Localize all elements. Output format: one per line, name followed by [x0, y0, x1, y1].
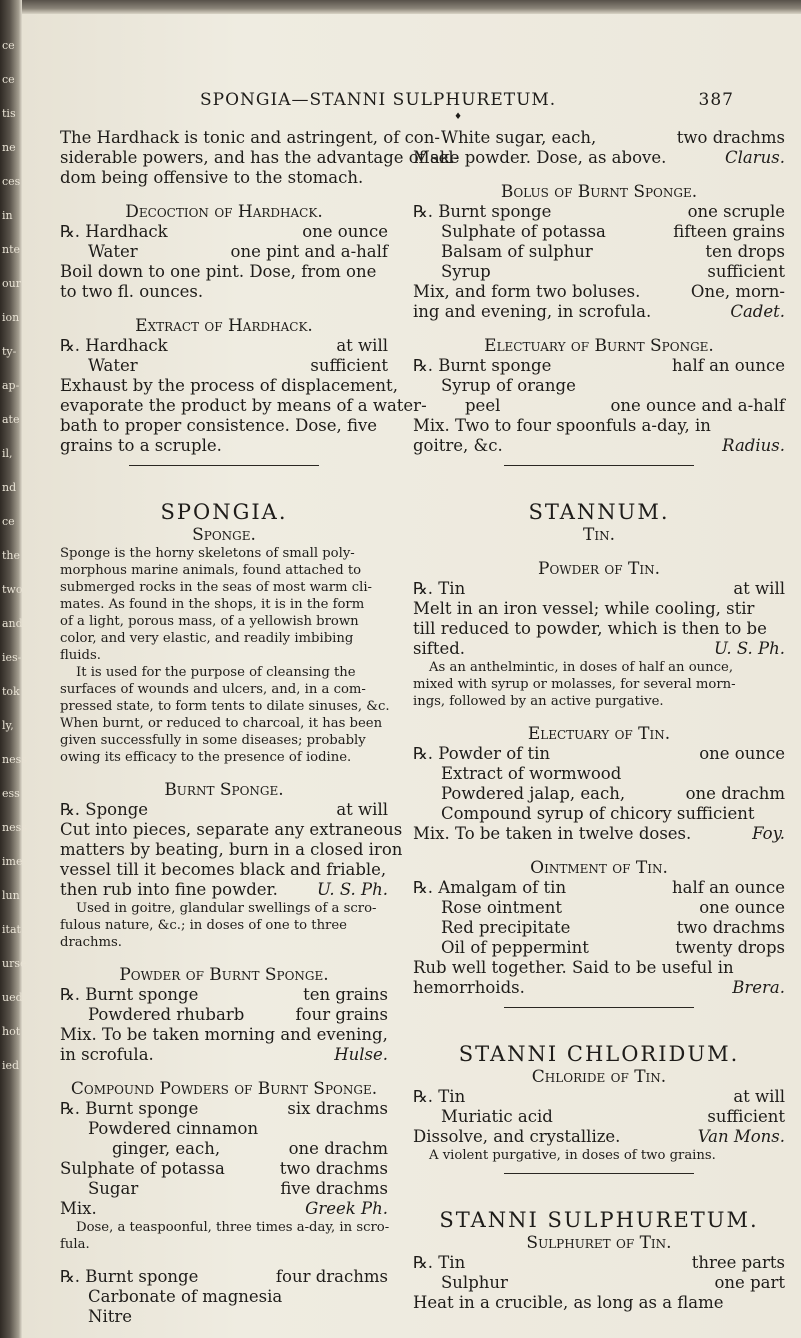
spacer	[413, 844, 785, 858]
note-line: drachms.	[60, 935, 122, 950]
instruction-line: Mix. Two to four spoonfuls a-day, in	[413, 416, 711, 435]
instruction-line: grains to a scruple.	[60, 436, 222, 455]
citation: Greek Ph.	[305, 1199, 388, 1218]
ingredient-line	[413, 1107, 785, 1127]
body-text-line: dom being offensive to the stomach.	[60, 168, 364, 187]
ingredient-line	[60, 1199, 388, 1219]
note-line: It is used for the purpose of cleansing the	[76, 665, 356, 680]
ingredient-name: Sulphur	[441, 1273, 508, 1292]
recipe-heading: Powder of Burnt Sponge.	[119, 965, 329, 985]
facing-page-fragment: ces	[2, 175, 21, 188]
recipe-heading: Extract of Hardhack.	[135, 316, 313, 336]
facing-page-fragment: ied	[2, 1059, 20, 1072]
note-line: When burnt, or reduced to charcoal, it has been	[60, 716, 383, 731]
ingredient-line	[60, 1287, 388, 1307]
facing-page-fragment: in	[2, 209, 13, 222]
ingredient-line	[60, 1045, 388, 1065]
recipe-heading: Chloride of Tin.	[531, 1067, 667, 1087]
recipe-heading: Burnt Sponge.	[164, 780, 284, 800]
instruction-line: evaporate the product by means of a water-	[60, 396, 427, 415]
ingredient-name: Water	[88, 242, 138, 261]
right-column	[413, 128, 785, 1328]
facing-page-fragment: ne	[2, 141, 16, 154]
spacer	[413, 168, 785, 182]
note-line: Sponge is the horny skeletons of small poly-	[60, 546, 355, 561]
note-line: mixed with syrup or molasses, for several morn-	[413, 677, 736, 692]
facing-page-fragment: ies-	[2, 651, 22, 664]
ingredient-line	[413, 978, 785, 998]
ingredient-name: Sulphate of potassa	[441, 222, 606, 241]
ingredient-name: Make powder. Dose, as above.	[413, 148, 667, 167]
quantity: six drachms	[287, 1099, 388, 1118]
spacer	[60, 766, 388, 780]
recipe-heading: Sulphuret of Tin.	[526, 1233, 672, 1253]
quantity: fifteen grains	[673, 222, 785, 241]
instruction-line: bath to proper consistence. Dose, five	[60, 416, 378, 435]
ingredient-name: ginger, each,	[112, 1139, 221, 1158]
ingredient-name: hemorrhoids.	[413, 978, 525, 997]
facing-page-fragment: il,	[2, 447, 13, 460]
ingredient-name: Compound syrup of chicory sufficient	[441, 804, 755, 823]
facing-page-fragment: two	[2, 583, 23, 596]
citation: Hulse.	[334, 1045, 388, 1064]
citation: Cadet.	[730, 302, 785, 321]
ingredient-line	[413, 898, 785, 918]
ingredient-name: Powdered rhubarb	[88, 1005, 245, 1024]
body-text-line: siderable powers, and has the advantage of sel-	[60, 148, 460, 167]
note-line: fluids.	[60, 648, 101, 663]
ingredient-line	[413, 824, 785, 844]
ingredient-line	[413, 396, 785, 416]
quantity: one pint and a-half	[230, 242, 388, 261]
ingredient-line	[413, 918, 785, 938]
spacer	[60, 1253, 388, 1267]
ingredient-line	[413, 639, 785, 659]
facing-page-fragment: lun	[2, 889, 20, 902]
ingredient-line	[60, 222, 388, 242]
ingredient-line	[413, 1127, 785, 1147]
recipe-heading: Ointment of Tin.	[530, 858, 668, 878]
ingredient-name: goitre, &c.	[413, 436, 503, 455]
citation: Radius.	[722, 436, 785, 455]
quantity: sufficient	[310, 356, 388, 375]
ingredient-name: Water	[88, 356, 138, 375]
facing-page-fragment: ly,	[2, 719, 14, 732]
ingredient-name: in scrofula.	[60, 1045, 154, 1064]
spacer	[60, 188, 388, 202]
spacer	[60, 475, 388, 499]
instruction-line: Rub well together. Said to be useful in	[413, 958, 734, 977]
ingredient-line	[413, 579, 785, 599]
ingredient-line	[413, 356, 785, 376]
facing-page-fragment: ate	[2, 413, 20, 426]
section-rule	[504, 465, 694, 466]
quantity: sufficient	[707, 262, 785, 281]
note-line: surfaces of wounds and ulcers, and, in a com-	[60, 682, 366, 697]
facing-page-fragment: our	[2, 277, 21, 290]
quantity: half an ounce	[672, 878, 785, 897]
instruction-line: Boil down to one pint. Dose, from one	[60, 262, 377, 281]
quantity: One, morn-	[690, 282, 785, 301]
ingredient-line	[413, 784, 785, 804]
quantity: four grains	[295, 1005, 388, 1024]
quantity: one part	[714, 1273, 785, 1292]
note-line: pressed state, to form tents to dilate sinuses, &c.	[60, 699, 390, 714]
ingredient-name: Balsam of sulphur	[441, 242, 593, 261]
quantity: ten drops	[705, 242, 785, 261]
ingredient-line	[413, 222, 785, 242]
ingredient-name: ℞. Sponge	[60, 800, 149, 819]
quantity: one drachm	[685, 784, 785, 803]
ingredient-line	[60, 1005, 388, 1025]
ingredient-line	[413, 202, 785, 222]
ingredient-line	[60, 880, 388, 900]
note-line: of a light, porous mass, of a yellowish brown	[60, 614, 359, 629]
ingredient-name: Mix. To be taken in twelve doses.	[413, 824, 692, 843]
ingredient-name: ℞. Burnt sponge	[413, 202, 552, 221]
note-line: mates. As found in the shops, it is in the form	[60, 597, 365, 612]
ingredient-name: peel	[465, 396, 501, 415]
citation: U. S. Ph.	[713, 639, 785, 658]
section-title: STANNI SULPHURETUM.	[439, 1208, 759, 1232]
ingredient-name: Powdered cinnamon	[88, 1119, 259, 1138]
spacer	[60, 302, 388, 316]
ingredient-line	[413, 1273, 785, 1293]
quantity: twenty drops	[675, 938, 785, 957]
ingredient-name: ℞. Burnt sponge	[60, 1099, 199, 1118]
ingredient-line	[60, 1159, 388, 1179]
ingredient-name: Syrup	[441, 262, 491, 281]
note-line: As an anthelmintic, in doses of half an ounce,	[429, 660, 734, 675]
ingredient-line	[413, 302, 785, 322]
spacer	[413, 545, 785, 559]
ingredient-name: Mix, and form two boluses.	[413, 282, 641, 301]
section-rule	[504, 1173, 694, 1174]
facing-page-fragment: nte	[2, 243, 21, 256]
ingredient-line	[413, 804, 785, 824]
ingredient-name: Sulphate of potassa	[60, 1159, 225, 1178]
recipe-heading: Powder of Tin.	[538, 559, 660, 579]
top-shadow	[0, 0, 801, 14]
quantity: two drachms	[279, 1159, 388, 1178]
facing-page-fragment: ty-	[2, 345, 17, 358]
quantity: half an ounce	[672, 356, 785, 375]
ingredient-line	[413, 282, 785, 302]
note-line: ings, followed by an active purgative.	[413, 694, 664, 709]
running-title: SPONGIA—STANNI SULPHURETUM.	[200, 90, 557, 110]
ingredient-line	[413, 376, 785, 396]
instruction-line: Heat in a crucible, as long as a flame	[413, 1293, 724, 1312]
ingredient-line	[413, 436, 785, 456]
facing-page-fragment: and	[2, 617, 23, 630]
ingredient-line	[60, 242, 388, 262]
instruction-line: vessel till it becomes black and friable,	[60, 860, 387, 879]
ingredient-name: Syrup of orange	[441, 376, 576, 395]
ingredient-name: ℞. Hardhack	[60, 336, 168, 355]
ingredient-name: ℞. Burnt sponge	[413, 356, 552, 375]
ingredient-name: Dissolve, and crystallize.	[413, 1127, 621, 1146]
quantity: one scruple	[687, 202, 785, 221]
ingredient-name: Rose ointment	[441, 898, 562, 917]
quantity: at will	[733, 579, 785, 598]
note-line: given successfully in some diseases; probably	[60, 733, 366, 748]
facing-page-fragment: ion	[2, 311, 20, 324]
ingredient-line	[60, 1307, 388, 1327]
instruction-line: Exhaust by the process of displacement,	[60, 376, 398, 395]
facing-page-fragment: tok	[2, 685, 20, 698]
ingredient-name: Mix.	[60, 1199, 97, 1218]
facing-page-fragment: ce	[2, 73, 15, 86]
recipe-heading: Decoction of Hardhack.	[125, 202, 323, 222]
note-line: owing its efficacy to the presence of iodine.	[60, 750, 352, 765]
spacer	[413, 475, 785, 499]
facing-page-fragment: nd	[2, 481, 17, 494]
ingredient-line	[413, 1253, 785, 1273]
ingredient-line	[413, 1087, 785, 1107]
recipe-heading: Electuary of Tin.	[527, 724, 671, 744]
section-title: STANNUM.	[528, 500, 670, 524]
ingredient-line	[60, 1099, 388, 1119]
spacer	[60, 1065, 388, 1079]
instruction-line: to two fl. ounces.	[60, 282, 204, 301]
instruction-line: Mix. To be taken morning and evening,	[60, 1025, 388, 1044]
note-line: submerged rocks in the seas of most warm cli-	[60, 580, 373, 595]
ingredient-line	[413, 938, 785, 958]
recipe-heading: Sponge.	[192, 525, 256, 545]
ingredient-line	[60, 356, 388, 376]
ingredient-line	[60, 1119, 388, 1139]
ingredient-name: Sugar	[88, 1179, 139, 1198]
facing-page-fragment: ess	[2, 787, 20, 800]
ingredient-line	[60, 1179, 388, 1199]
ingredient-line	[413, 744, 785, 764]
facing-page-fragment: itat	[2, 923, 21, 936]
quantity: two drachms	[676, 918, 785, 937]
section-title: STANNI CHLORIDUM.	[458, 1042, 740, 1066]
ingredient-name: Extract of wormwood	[441, 764, 622, 783]
note-line: morphous marine animals, found attached to	[60, 563, 362, 578]
page-number: 387	[698, 90, 734, 110]
ingredient-name: ℞. Burnt sponge	[60, 1267, 199, 1286]
quantity: at will	[336, 800, 388, 819]
ingredient-line	[60, 800, 388, 820]
quantity: sufficient	[707, 1107, 785, 1126]
spacer	[60, 951, 388, 965]
facing-page-fragment: ime	[2, 855, 23, 868]
facing-page-fragment: hot	[2, 1025, 21, 1038]
citation: Clarus.	[725, 148, 785, 167]
spacer	[413, 1183, 785, 1207]
citation: U. S. Ph.	[316, 880, 388, 899]
quantity: at will	[733, 1087, 785, 1106]
section-title: SPONGIA.	[160, 500, 288, 524]
quantity: one ounce	[699, 744, 785, 763]
ingredient-line	[413, 148, 785, 168]
ingredient-name: Powdered jalap, each,	[441, 784, 626, 803]
recipe-heading: Bolus of Burnt Sponge.	[500, 182, 698, 202]
ingredient-name: Red precipitate	[441, 918, 571, 937]
quantity: two drachms	[676, 128, 785, 147]
running-header	[172, 88, 734, 120]
citation: Van Mons.	[697, 1127, 785, 1146]
ingredient-line	[60, 1267, 388, 1287]
instruction-line: till reduced to powder, which is then to be	[413, 619, 767, 638]
facing-page-edge	[0, 0, 27, 1338]
ingredient-line	[60, 336, 388, 356]
ingredient-name: ℞. Tin	[413, 579, 466, 598]
citation: Brera.	[732, 978, 785, 997]
quantity: one drachm	[288, 1139, 388, 1158]
spacer	[413, 710, 785, 724]
recipe-heading: Tin.	[583, 525, 615, 545]
instruction-line: matters by beating, burn in a closed iron	[60, 840, 403, 859]
ingredient-name: ℞. Tin	[413, 1087, 466, 1106]
ingredient-line	[413, 262, 785, 282]
note-line: Dose, a teaspoonful, three times a-day, in scro-	[76, 1220, 390, 1235]
note-line: fula.	[60, 1237, 90, 1252]
ingredient-name: White sugar, each,	[441, 128, 597, 147]
section-rule	[129, 465, 319, 466]
ingredient-name: Nitre	[88, 1307, 132, 1326]
quantity: one ounce and a-half	[610, 396, 785, 415]
quantity: three parts	[691, 1253, 785, 1272]
quantity: one ounce	[302, 222, 388, 241]
quantity: four drachms	[275, 1267, 388, 1286]
ingredient-line	[413, 128, 785, 148]
facing-page-fragment: ued	[2, 991, 23, 1004]
quantity: five drachms	[280, 1179, 388, 1198]
note-line: color, and very elastic, and readily imbibing	[60, 631, 354, 646]
ingredient-name: ℞. Amalgam of tin	[413, 878, 567, 897]
quantity: ten grains	[303, 985, 388, 1004]
ingredient-line	[413, 764, 785, 784]
facing-page-fragment: tis	[2, 107, 16, 120]
instruction-line: Cut into pieces, separate any extraneous	[60, 820, 403, 839]
note-line: fulous nature, &c.; in doses of one to three	[60, 918, 347, 933]
spacer	[413, 1017, 785, 1041]
facing-page-fragment: urse	[2, 957, 27, 970]
ingredient-line	[60, 1139, 388, 1159]
recipe-heading: Electuary of Burnt Sponge.	[484, 336, 714, 356]
ingredient-name: Muriatic acid	[441, 1107, 553, 1126]
facing-page-fragment: ness	[2, 753, 27, 766]
recipe-heading: Compound Powders of Burnt Sponge.	[70, 1079, 378, 1099]
ingredient-line	[60, 985, 388, 1005]
ingredient-name: ℞. Burnt sponge	[60, 985, 199, 1004]
header-ornament: ♦	[454, 112, 464, 122]
quantity: at will	[336, 336, 388, 355]
spacer	[413, 322, 785, 336]
ingredient-name: Oil of peppermint	[441, 938, 589, 957]
ingredient-name: ℞. Tin	[413, 1253, 466, 1272]
section-rule	[504, 1007, 694, 1008]
facing-page-fragment: the	[2, 549, 21, 562]
body-text-line: The Hardhack is tonic and astringent, of con-	[60, 128, 440, 147]
facing-page-fragment: ap-	[2, 379, 20, 392]
note-line: Used in goitre, glandular swellings of a scro-	[76, 901, 377, 916]
ingredient-line	[413, 878, 785, 898]
instruction-line: Melt in an iron vessel; while cooling, stir	[413, 599, 755, 618]
facing-page-fragment: ce	[2, 515, 15, 528]
ingredient-name: then rub into fine powder.	[60, 880, 278, 899]
ingredient-name: ℞. Powder of tin	[413, 744, 551, 763]
ingredient-name: sifted.	[413, 639, 466, 658]
citation: Foy.	[752, 824, 785, 843]
quantity: one ounce	[699, 898, 785, 917]
facing-page-fragment: ce	[2, 39, 15, 52]
facing-page-fragment: ness	[2, 821, 27, 834]
ingredient-name: ℞. Hardhack	[60, 222, 168, 241]
ingredient-name: ing and evening, in scrofula.	[413, 302, 652, 321]
ingredient-line	[413, 242, 785, 262]
note-line: A violent purgative, in doses of two grains.	[429, 1148, 716, 1163]
ingredient-name: Carbonate of magnesia	[88, 1287, 283, 1306]
